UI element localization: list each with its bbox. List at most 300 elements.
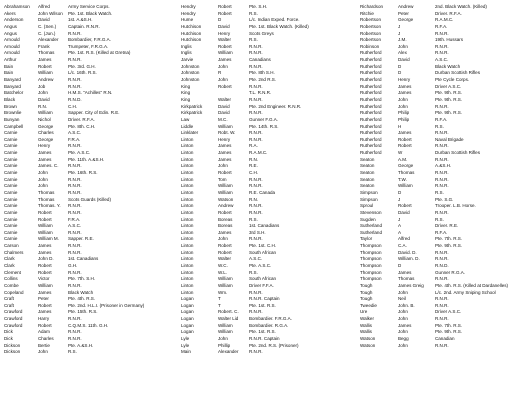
entry-forename: Robert (38, 322, 52, 328)
entry-forename: Philip (398, 116, 410, 122)
entry-service: F.R.A. (68, 136, 81, 142)
entry-service: C.H. (249, 170, 259, 176)
entry-surname: Linton (181, 183, 194, 189)
entry-row (181, 31, 360, 38)
entry-surname: Dickson (4, 349, 21, 355)
entry-surname: Arnould (4, 50, 20, 56)
entry-service: Durban Scottish Rifles (435, 150, 480, 156)
entry-service: Pte. 8th. C.H. (68, 123, 96, 129)
entry-surname: Robertson (360, 30, 381, 36)
entry-surname: Banyard (4, 83, 21, 89)
entry-surname: Taylor (360, 236, 373, 242)
entry-forename: R.N. (38, 103, 48, 109)
entry-row (4, 31, 181, 38)
entry-forename: George (398, 17, 414, 23)
entry-surname: Linton (181, 229, 194, 235)
entry-row (181, 117, 360, 124)
entry-service: R.N.R. (435, 143, 449, 149)
entry-surname: Carnie (4, 229, 18, 235)
entry-row (181, 163, 360, 170)
entry-forename: Robert (218, 209, 232, 215)
entry-service: Pte. 1st. Black Watch. (Killed) (249, 23, 309, 29)
entry-surname: Tweedie (360, 302, 377, 308)
entry-surname: Bain (4, 70, 14, 76)
entry-row (181, 230, 360, 237)
entry-service: R.N.R. (249, 43, 263, 49)
entry-surname: King (181, 90, 191, 96)
entry-row (360, 329, 525, 336)
entry-surname: Kirkpatrick (181, 110, 203, 116)
entry-surname: Linton (181, 196, 194, 202)
entry-surname: Rutherford (360, 116, 382, 122)
entry-service: R.N.R. (435, 156, 449, 162)
entry-surname: Linton (181, 276, 194, 282)
entry-forename: D (398, 70, 402, 76)
entry-service: R.S. (68, 349, 77, 355)
entry-service: R.N.R. (249, 83, 263, 89)
entry-row (360, 210, 525, 217)
entry-surname: Rutherford (360, 96, 382, 102)
entry-row (181, 143, 360, 150)
entry-surname: Bain (4, 63, 14, 69)
entry-forename: Thomas (38, 196, 55, 202)
entry-row (181, 236, 360, 243)
entry-forename: D (398, 63, 402, 69)
entry-service: R.N.R. (68, 203, 82, 209)
entry-service: R.A. (249, 143, 258, 149)
entry-forename: John (398, 96, 408, 102)
entry-service: Pte. 9th. R.S. (435, 90, 463, 96)
entry-surname: Linklater (181, 130, 199, 136)
entry-row (4, 110, 181, 117)
entry-row (360, 31, 525, 38)
entry-forename: John (218, 77, 228, 83)
entry-service: R.E. (249, 163, 258, 169)
entry-service: Pte. 1st. R.S. (249, 329, 276, 335)
entry-forename: Walter (218, 96, 231, 102)
entry-row (181, 316, 360, 323)
entry-service: C.Q.M.S. 11th. G.H. (68, 322, 109, 328)
entry-row (4, 303, 181, 310)
entry-surname: Seaton (360, 170, 375, 176)
entry-row (4, 349, 181, 356)
entry-service: R.N.R. (249, 289, 263, 295)
entry-row (181, 190, 360, 197)
entry-surname: Simpson (360, 196, 378, 202)
entry-forename: John (398, 103, 408, 109)
entry-surname: Linton (181, 163, 194, 169)
entry-row (181, 343, 360, 350)
entry-surname: Carnie (4, 196, 18, 202)
entry-surname: Bunyan (4, 116, 20, 122)
entry-forename: Robert (38, 269, 52, 275)
entry-forename: Andrew (218, 203, 234, 209)
entry-row (360, 117, 525, 124)
entry-forename: William (38, 229, 53, 235)
entry-surname: Carnie (4, 209, 18, 215)
entry-row (181, 290, 360, 297)
entry-forename: Frank (38, 43, 50, 49)
entry-service: Driver F.F.A. (249, 282, 274, 288)
entry-surname: Inglis (181, 50, 192, 56)
entry-surname: Rutherford (360, 150, 382, 156)
entry-service: Pte. 15th. R.S. (68, 309, 98, 315)
entry-surname: Black (4, 96, 16, 102)
entry-service: R.N.R. (435, 50, 449, 56)
entry-service: R.N.R. (68, 316, 82, 322)
entry-service: Driver. R.F.A. (68, 116, 95, 122)
entry-surname: Carnie (4, 156, 18, 162)
entry-service: Gunner R.G.A. (435, 269, 466, 275)
entry-row (4, 90, 181, 97)
entry-service: R.N.R. (435, 256, 449, 262)
entry-row (4, 70, 181, 77)
entry-surname: Combe (4, 282, 19, 288)
entry-row (181, 137, 360, 144)
entry-forename: Wm. (218, 289, 228, 295)
entry-forename: James (38, 150, 52, 156)
entry-row (4, 223, 181, 230)
entry-row (4, 270, 181, 277)
entry-forename: Robert (218, 43, 232, 49)
entry-service: A.S.C. (68, 130, 82, 136)
entry-row (360, 316, 525, 323)
entry-surname: Dickson (4, 342, 21, 348)
entry-row (4, 163, 181, 170)
entry-forename: James. C. (38, 163, 59, 169)
entry-forename: J (398, 216, 401, 222)
entry-forename: David. D. (398, 249, 417, 255)
entry-forename: T (218, 296, 221, 302)
entry-surname: Linton (181, 170, 194, 176)
entry-forename: Thomas. Y. (38, 203, 61, 209)
entry-surname: Thompson (360, 262, 382, 268)
entry-surname: Wallis (360, 322, 372, 328)
entry-forename: J.M. (398, 37, 407, 43)
entry-service: R.S. (435, 216, 444, 222)
entry-surname: Rutherford (360, 63, 382, 69)
entry-row (4, 37, 181, 44)
entry-row (360, 163, 525, 170)
entry-surname: Carnie (4, 170, 18, 176)
entry-forename: William (218, 282, 233, 288)
entry-service: Pte. 2nd. R.S. (Prisoner) (249, 342, 299, 348)
entry-row (360, 90, 525, 97)
entry-service: R.N.R. (68, 30, 82, 36)
entry-service: R.N.R. (249, 136, 263, 142)
name-column-3 (360, 4, 525, 410)
entry-service: Bombardier. F.R.G.A. (249, 316, 292, 322)
entry-forename: Alfred (398, 236, 410, 242)
entry-service: R.N.D. (68, 96, 82, 102)
entry-service: R.N.R. (435, 316, 449, 322)
entry-forename: James (398, 322, 412, 328)
entry-row (4, 4, 181, 11)
entry-service: Army Service Corps. (68, 4, 110, 9)
entry-service: R.N.R. (68, 176, 82, 182)
entry-service: Pte. 2nd Engineer. R.N.R. (249, 103, 302, 109)
entry-forename: Robert (398, 143, 412, 149)
entry-row (360, 190, 525, 197)
entry-row (4, 243, 181, 250)
entry-row (181, 4, 360, 11)
entry-surname: Sutherland (360, 223, 382, 229)
entry-row (360, 97, 525, 104)
entry-service: R.N.R. (249, 209, 263, 215)
entry-forename: James (38, 309, 52, 315)
entry-surname: Robinson (360, 43, 380, 49)
entry-service: Pte. 11th. A.&S.H. (68, 156, 105, 162)
entry-row (181, 90, 360, 97)
entry-row (181, 303, 360, 310)
entry-service: R.N.R. (249, 63, 263, 69)
entry-forename: Victor (38, 276, 50, 282)
entry-service: R.N.R. (68, 209, 82, 215)
entry-row (360, 143, 525, 150)
entry-row (4, 104, 181, 111)
entry-row (4, 309, 181, 316)
entry-row (4, 236, 181, 243)
entry-surname: Linton (181, 189, 194, 195)
entry-forename: William M. (38, 236, 59, 242)
entry-service: R.N.R. (249, 309, 263, 315)
entry-row (4, 190, 181, 197)
entry-forename: Neil (398, 296, 406, 302)
entry-row (360, 217, 525, 224)
entry-service: Canadian (435, 336, 455, 342)
entry-service: South African (249, 276, 277, 282)
entry-row (360, 17, 525, 24)
entry-surname: Jarvie (181, 57, 194, 63)
entry-surname: Linton (181, 150, 194, 156)
entry-forename: John (218, 163, 228, 169)
entry-row (360, 177, 525, 184)
entry-service: R.N.R. (435, 302, 449, 308)
entry-service: R.N.R. (249, 183, 263, 189)
entry-surname: Johnston (181, 77, 200, 83)
entry-service: L/c. 16th. R.S. (68, 70, 97, 76)
entry-row (360, 170, 525, 177)
entry-service: Pte. 4th. R.S. (68, 296, 96, 302)
entry-row (181, 50, 360, 57)
entry-forename: David (218, 103, 230, 109)
entry-surname: Simpson (360, 189, 378, 195)
entry-service: R.E. Canada (249, 189, 276, 195)
entry-surname: Rutherford (360, 70, 382, 76)
entry-surname: Lyle (181, 342, 190, 348)
entry-surname: Angus (4, 30, 17, 36)
entry-row (360, 130, 525, 137)
entry-service: 1st. A.&S.H. (68, 17, 93, 23)
entry-forename: Walter Lid (218, 316, 239, 322)
entry-surname: Clement (4, 269, 21, 275)
entry-row (4, 323, 181, 330)
entry-surname: Brown (4, 103, 17, 109)
entry-forename: W (398, 150, 403, 156)
entry-forename: John (398, 329, 408, 335)
entry-service: R.N.R. (249, 176, 263, 182)
entry-row (4, 197, 181, 204)
entry-surname: Carnie (4, 150, 18, 156)
entry-forename: Robert (398, 203, 412, 209)
entry-forename: William. D. (398, 256, 420, 262)
entry-row (360, 37, 525, 44)
name-column-2 (181, 4, 360, 410)
entry-forename: J (398, 23, 401, 29)
entry-service: Pte. 1st. R.S. (Killed at Gretna) (68, 50, 131, 56)
entry-row (4, 296, 181, 303)
entry-forename: John. B. (398, 302, 415, 308)
entry-forename: James (38, 289, 52, 295)
entry-forename: William (218, 183, 233, 189)
entry-surname: Thompson (360, 256, 382, 262)
entry-service: R.N. (249, 196, 259, 202)
entry-service: R.N.R. (249, 96, 263, 102)
entry-service: Driver A.S.C. (435, 83, 462, 89)
entry-forename: Andrew (398, 4, 414, 9)
entry-surname: Rutherford (360, 83, 382, 89)
entry-row (360, 243, 525, 250)
entry-forename: John (38, 170, 48, 176)
entry-row (181, 203, 360, 210)
entry-surname: Robertson (360, 17, 381, 23)
entry-forename: D (398, 262, 402, 268)
entry-row (360, 157, 525, 164)
entry-row (360, 137, 525, 144)
entry-surname: Banyard (4, 77, 21, 83)
entry-surname: Carnie (4, 130, 18, 136)
entry-forename: John (398, 309, 408, 315)
entry-surname: King (181, 83, 191, 89)
entry-service: C.H. (68, 103, 78, 109)
entry-surname: Dick (4, 329, 13, 335)
entry-forename: Peter (398, 10, 409, 16)
entry-service: Pte Cycle Corps. (435, 77, 470, 83)
entry-service: R.N.R. (249, 203, 263, 209)
entry-surname: Watson (360, 342, 376, 348)
entry-row (4, 57, 181, 64)
entry-service: R.N.R. (435, 249, 449, 255)
entry-service: R.N.R. (435, 276, 449, 282)
entry-surname: Logan (181, 329, 194, 335)
entry-forename: Harry (38, 316, 50, 322)
entry-surname: Wallis (360, 329, 372, 335)
entry-surname: Abrahamson (4, 4, 30, 9)
entry-forename: John Wilson (38, 10, 63, 16)
entry-service: Naval Brigade (435, 136, 464, 142)
entry-service: Sapper. R.E. (68, 236, 94, 242)
entry-surname: Carnie (4, 176, 18, 182)
entry-surname: Ritchie (360, 10, 374, 16)
entry-service: R.S. (249, 10, 258, 16)
entry-forename: James (218, 156, 232, 162)
entry-service: Driver A.S.C. (435, 309, 462, 315)
entry-surname: Kirkpatrick (181, 103, 203, 109)
entry-forename: Andrew (38, 77, 54, 83)
entry-forename: Robert (218, 83, 232, 89)
entry-row (181, 283, 360, 290)
entry-row (181, 250, 360, 257)
entry-surname: Batchelor (4, 90, 24, 96)
entry-row (181, 70, 360, 77)
entry-forename: John (218, 63, 228, 69)
entry-service: Pte. 9th. R.S. (435, 243, 463, 249)
entry-row (181, 223, 360, 230)
entry-forename: Robert (38, 302, 52, 308)
entry-service: R.S. (435, 123, 444, 129)
entry-service: Pte. 7th. R.S. (435, 322, 463, 328)
entry-forename: William (38, 282, 53, 288)
entry-surname: Hutchison (181, 23, 202, 29)
entry-forename: D (398, 189, 402, 195)
entry-row (181, 150, 360, 157)
entry-forename: John (38, 90, 48, 96)
entry-service: R.N.R. (249, 130, 263, 136)
entry-forename: William (38, 110, 53, 116)
entry-row (360, 104, 525, 111)
entry-row (4, 130, 181, 137)
entry-forename: W.C. (218, 262, 228, 268)
entry-service: L/c. 2nd. Army Sniping School (435, 289, 496, 295)
entry-row (360, 236, 525, 243)
entry-row (4, 11, 181, 18)
entry-forename: Robert (38, 209, 52, 215)
entry-row (4, 250, 181, 257)
entry-surname: Linton (181, 156, 194, 162)
entry-surname: Tough (360, 296, 373, 302)
entry-surname: Akers (4, 10, 16, 16)
entry-forename: John (398, 43, 408, 49)
entry-surname: Angus (4, 23, 17, 29)
entry-row (181, 57, 360, 64)
entry-forename: David (398, 209, 410, 215)
entry-row (4, 150, 181, 157)
entry-service: R.N.R. (435, 170, 449, 176)
entry-forename: Walter (218, 37, 231, 43)
entry-row (181, 217, 360, 224)
entry-service: R.S. (435, 189, 444, 195)
entry-service: Pte. S.H. (249, 4, 268, 9)
entry-service: R.N.R. (68, 336, 82, 342)
entry-service: A.&S.H. (435, 163, 452, 169)
entry-forename: James (218, 229, 232, 235)
entry-surname: Crawford (4, 316, 23, 322)
entry-surname: Linton (181, 203, 194, 209)
entry-forename: Robert (218, 249, 232, 255)
entry-service: R.N.R. (68, 249, 82, 255)
entry-service: R.N.R. (435, 103, 449, 109)
entry-forename: Thomas (398, 276, 415, 282)
entry-service: 19th. Hussars (435, 37, 464, 43)
entry-row (181, 77, 360, 84)
entry-surname: Linton (181, 136, 194, 142)
entry-service: Black Watch (435, 63, 461, 69)
entry-forename: H (398, 123, 402, 129)
name-column-1 (4, 4, 181, 410)
entry-service: R.N.R. (435, 30, 449, 36)
entry-surname: Tough (360, 289, 373, 295)
entry-row (360, 110, 525, 117)
entry-surname: Richardson (360, 4, 383, 9)
entry-forename: George (398, 163, 414, 169)
entry-service: Pte. 14th. R.S. (249, 123, 279, 129)
entry-surname: Hendry (181, 10, 196, 16)
entry-surname: Linton (181, 209, 194, 215)
entry-forename (218, 90, 249, 97)
entry-service: Pte. A.&S.H. (68, 342, 94, 348)
entry-surname: Craft (4, 296, 14, 302)
entry-surname: Logan (181, 296, 194, 302)
